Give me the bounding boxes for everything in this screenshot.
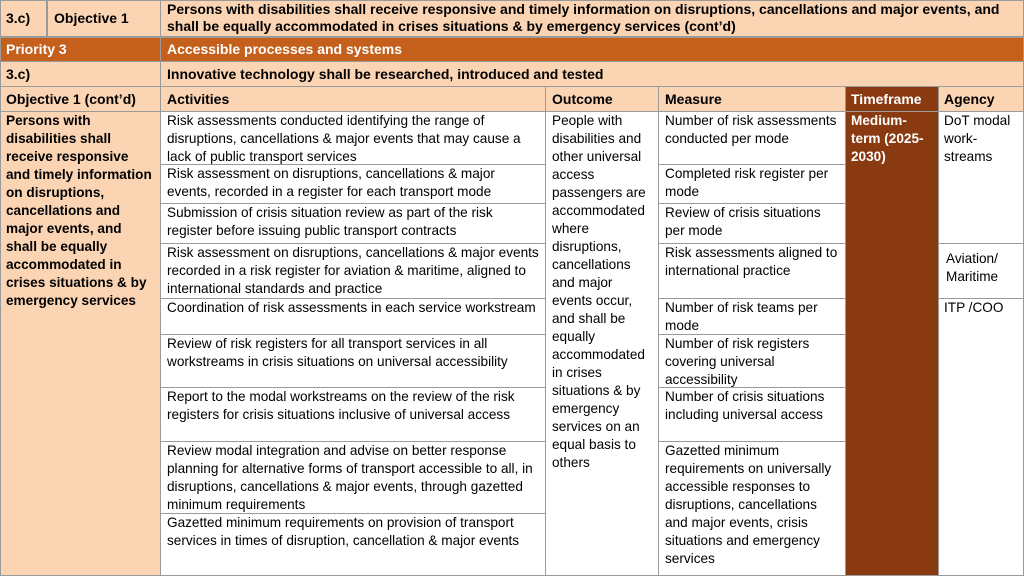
measure-row: Number of crisis situations including universal access xyxy=(658,387,846,442)
activity-row: Gazetted minimum requirements on provision of transport services in times of disruption, cancellation & major events xyxy=(160,513,546,576)
header-outcome: Outcome xyxy=(545,86,659,112)
top-ref: 3.c) xyxy=(0,0,47,37)
priority-label: Priority 3 xyxy=(0,37,161,62)
header-objective: Objective 1 (cont’d) xyxy=(0,86,161,112)
measure-row: Number of risk registers covering universal accessibility xyxy=(658,334,846,388)
measure-row: Completed risk register per mode xyxy=(658,164,846,204)
sub-ref: 3.c) xyxy=(0,61,161,87)
top-objective-label: Objective 1 xyxy=(47,0,161,37)
activity-row: Risk assessment on disruptions, cancellations & major events recorded in a risk register for aviation & maritime, aligned to international standards and practice xyxy=(160,243,546,299)
header-timeframe: Timeframe xyxy=(845,86,939,112)
objective-body: Persons with disabilities shall receive responsive and timely information on disruptions, cancellations and major events, and shall be equally accommodated in crises situations & by emergency services xyxy=(0,111,161,576)
activity-row: Report to the modal workstreams on the review of the risk registers for crisis situations inclusive of universal access xyxy=(160,387,546,442)
measure-row: Number of risk teams per mode xyxy=(658,298,846,335)
agency-cell: ITP /COO xyxy=(938,298,1024,576)
priority-text: Accessible processes and systems xyxy=(160,37,1024,62)
measure-row: Number of risk assessments conducted per mode xyxy=(658,111,846,165)
measure-row: Gazetted minimum requirements on universally accessible responses to disruptions, cancellations and major events, crisis situations and emergency services xyxy=(658,441,846,576)
activity-row: Review modal integration and advise on better response planning for alternative forms of transport accessible to all, in disruptions, cancellations & major events, through gazetted minimum requirements xyxy=(160,441,546,514)
agency-cell: DoT modal work-streams xyxy=(938,111,1024,244)
activity-row: Submission of crisis situation review as part of the risk register before issuing public transport contracts xyxy=(160,203,546,244)
header-activities: Activities xyxy=(160,86,546,112)
header-agency: Agency xyxy=(938,86,1024,112)
sub-text: Innovative technology shall be researched, introduced and tested xyxy=(160,61,1024,87)
timeframe-cell: Medium-term (2025-2030) xyxy=(845,111,939,576)
activity-row: Review of risk registers for all transport services in all workstreams in crisis situations on universal accessibility xyxy=(160,334,546,388)
activity-row: Risk assessments conducted identifying the range of disruptions, cancellations & major events that may cause a lack of public transport services xyxy=(160,111,546,165)
header-measure: Measure xyxy=(658,86,846,112)
agency-cell: Aviation/ Maritime xyxy=(938,243,1024,299)
activity-row: Coordination of risk assessments in each service workstream xyxy=(160,298,546,335)
measure-row: Risk assessments aligned to international practice xyxy=(658,243,846,299)
activity-row: Risk assessment on disruptions, cancellations & major events, recorded in a register for each transport mode xyxy=(160,164,546,204)
top-objective-text: Persons with disabilities shall receive responsive and timely information on disruptions, cancellations and major events, and shall be equally accommodated in crises situations & by emergency services (cont’d) xyxy=(160,0,1024,37)
measure-row: Review of crisis situations per mode xyxy=(658,203,846,244)
outcome-cell: People with disabilities and other universal access passengers are accommodated where disruptions, cancellations and major events occur, and shall be equally accommodated in crises situations & by emergency services on an equal basis to others xyxy=(545,111,659,576)
